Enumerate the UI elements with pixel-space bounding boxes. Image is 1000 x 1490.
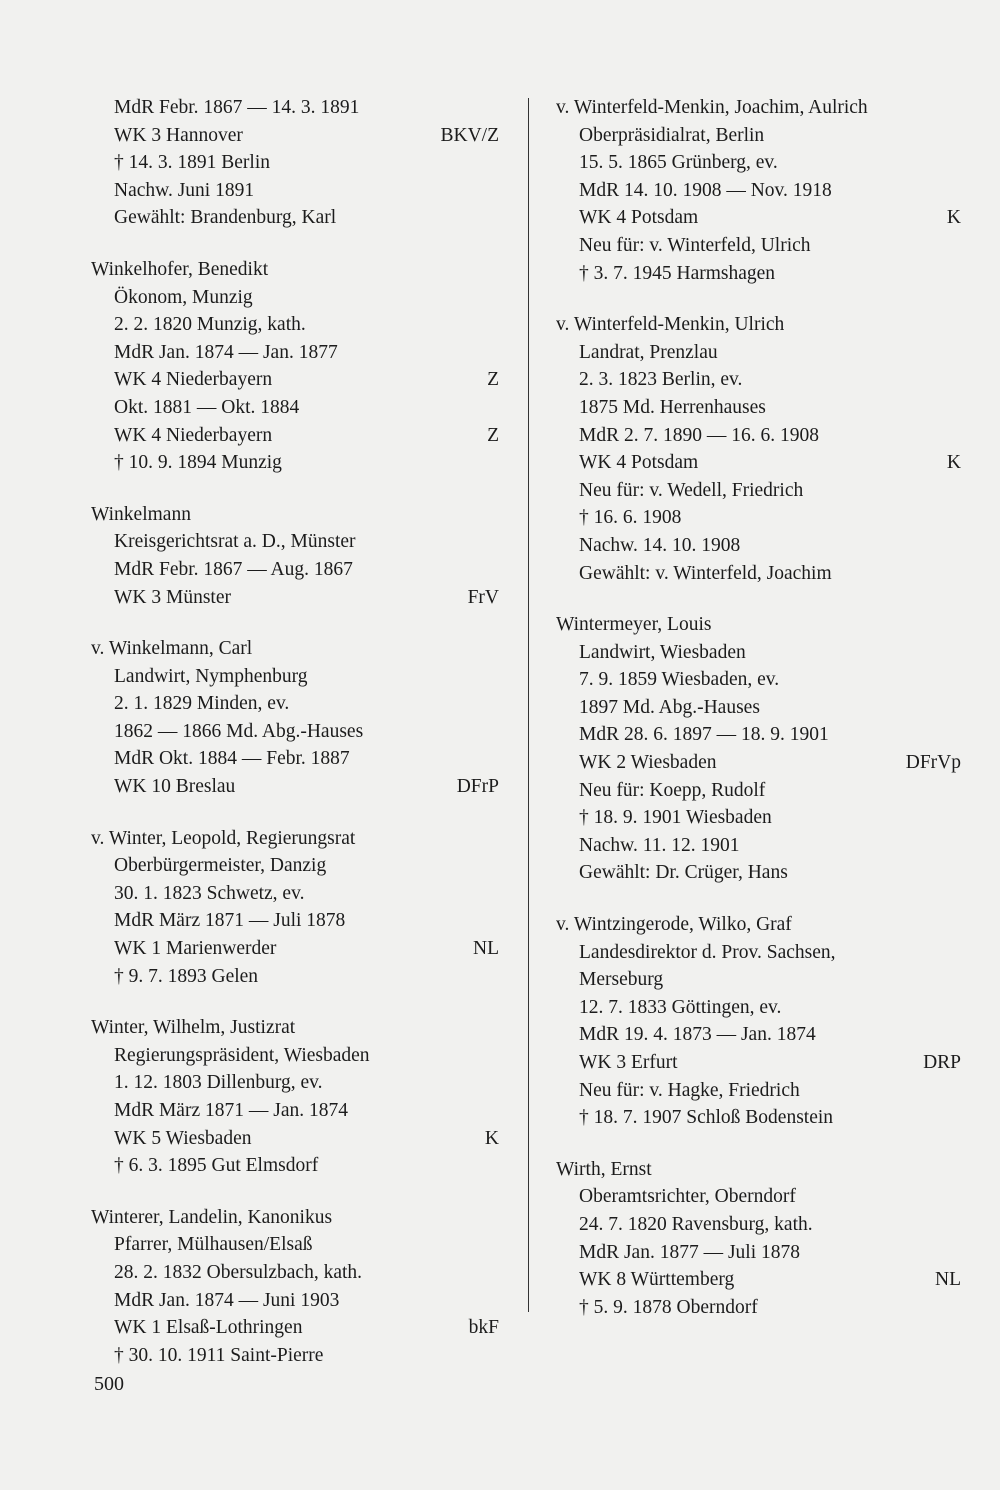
entry-line xyxy=(556,477,961,505)
entry-text: WK 1 Elsaß-Lothringen xyxy=(114,1317,303,1339)
biography-entry xyxy=(556,911,961,1132)
entry-text: WK 3 Münster xyxy=(114,586,231,608)
page-number: 500 xyxy=(94,1373,124,1395)
entry-text: Oberbürgermeister, Danzig xyxy=(114,855,327,877)
entry-line xyxy=(91,1259,499,1287)
entry-text: WK 3 Hannover xyxy=(114,124,243,146)
entry-text: WK 8 Württemberg xyxy=(579,1269,735,1291)
entry-line xyxy=(556,749,961,777)
entry-line xyxy=(91,718,499,746)
entry-line xyxy=(556,560,961,588)
entry-text: MdR März 1871 — Jan. 1874 xyxy=(114,1100,348,1121)
entry-line xyxy=(556,204,961,232)
party-label: DFrP xyxy=(456,776,499,798)
entry-text: † 16. 6. 1908 xyxy=(579,507,682,529)
party-label: DRP xyxy=(923,1052,961,1073)
entry-name xyxy=(556,911,961,939)
party-label: K xyxy=(946,452,961,474)
entry-line xyxy=(556,366,961,394)
entry-line xyxy=(91,1125,499,1153)
entry-text: MdR Jan. 1877 — Juli 1878 xyxy=(579,1241,801,1263)
entry-text: Nachw. Juni 1891 xyxy=(114,179,255,201)
entry-line xyxy=(556,260,961,288)
entry-line xyxy=(91,852,499,880)
entry-text: Winter, Wilhelm, Justizrat xyxy=(91,1017,296,1039)
entry-text: MdR Jan. 1874 — Jan. 1877 xyxy=(114,341,338,363)
biography-entry xyxy=(556,1156,961,1322)
entry-line xyxy=(556,1021,961,1049)
entry-line xyxy=(91,449,499,477)
entry-line xyxy=(556,394,961,422)
entry-text: MdR Jan. 1874 — Juni 1903 xyxy=(114,1289,340,1311)
entry-line xyxy=(556,939,961,967)
entry-line xyxy=(556,694,961,722)
biography-entry xyxy=(91,635,499,801)
entry-line xyxy=(556,1211,961,1239)
entry-text: Ökonom, Munzig xyxy=(114,286,253,308)
entry-text: Oberamtsrichter, Oberndorf xyxy=(579,1186,796,1208)
entry-line xyxy=(91,339,499,367)
entry-text: WK 2 Wiesbaden xyxy=(579,752,717,774)
entry-name xyxy=(556,311,961,339)
entry-line xyxy=(556,1183,961,1211)
entry-line xyxy=(91,880,499,908)
entry-text: 1862 — 1866 Md. Abg.-Hauses xyxy=(114,720,364,742)
entry-line xyxy=(556,422,961,450)
entry-line xyxy=(556,639,961,667)
entry-line xyxy=(91,1342,499,1370)
entry-text: † 30. 10. 1911 Saint-Pierre xyxy=(114,1344,324,1366)
entry-line xyxy=(556,449,961,477)
column-divider xyxy=(528,98,529,1312)
entry-line xyxy=(556,966,961,994)
party-label: FrV xyxy=(467,586,499,608)
entry-line xyxy=(91,1287,499,1315)
entry-text: 1. 12. 1803 Dillenburg, ev. xyxy=(114,1072,323,1094)
entry-text: WK 1 Marienwerder xyxy=(114,938,277,960)
biography-entry xyxy=(556,311,961,587)
entry-text: Winkelmann xyxy=(91,503,191,525)
party-label: NL xyxy=(935,1269,961,1291)
entry-text: WK 4 Niederbayern xyxy=(114,369,273,391)
entry-text: MdR März 1871 — Juli 1878 xyxy=(114,910,346,932)
biography-entry xyxy=(556,94,961,287)
entry-text: MdR Febr. 1867 — 14. 3. 1891 xyxy=(114,97,360,118)
entry-line xyxy=(556,1239,961,1267)
entry-text: 7. 9. 1859 Wiesbaden, ev. xyxy=(579,669,780,691)
entry-text: Neu für: v. Winterfeld, Ulrich xyxy=(579,234,811,256)
entry-text: Neu für: v. Wedell, Friedrich xyxy=(579,479,804,501)
entry-text: MdR 19. 4. 1873 — Jan. 1874 xyxy=(579,1024,816,1046)
entry-text: WK 5 Wiesbaden xyxy=(114,1127,252,1149)
party-label: NL xyxy=(473,938,499,960)
entry-line xyxy=(91,690,499,718)
party-label: Z xyxy=(487,369,499,391)
entry-line xyxy=(556,1077,961,1105)
entry-line xyxy=(91,422,499,450)
entry-text: Gewählt: v. Winterfeld, Joachim xyxy=(579,562,832,584)
entry-text: † 9. 7. 1893 Gelen xyxy=(114,965,259,987)
entry-text: Landesdirektor d. Prov. Sachsen, xyxy=(579,941,836,963)
entry-line xyxy=(91,745,499,773)
entry-text: v. Winter, Leopold, Regierungsrat xyxy=(91,827,356,849)
entry-text: Okt. 1881 — Okt. 1884 xyxy=(114,396,300,418)
entry-text: WK 4 Niederbayern xyxy=(114,424,273,446)
entry-text: MdR 2. 7. 1890 — 16. 6. 1908 xyxy=(579,424,819,446)
entry-name xyxy=(91,635,499,663)
right-column xyxy=(556,94,961,1321)
entry-text: Winterer, Landelin, Kanonikus xyxy=(91,1206,333,1228)
party-label: bkF xyxy=(468,1317,499,1339)
entry-text: Merseburg xyxy=(579,969,664,991)
entry-name xyxy=(91,825,499,853)
entry-text: 24. 7. 1820 Ravensburg, kath. xyxy=(579,1213,813,1235)
entry-line xyxy=(556,504,961,532)
entry-text: 2. 1. 1829 Minden, ev. xyxy=(114,693,290,715)
entry-text: 12. 7. 1833 Göttingen, ev. xyxy=(579,996,782,1018)
entry-text: MdR 14. 10. 1908 — Nov. 1918 xyxy=(579,179,832,201)
entry-line xyxy=(91,366,499,394)
entry-text: Wintermeyer, Louis xyxy=(556,614,712,636)
biography-entry xyxy=(91,1204,499,1370)
entry-name xyxy=(91,501,499,529)
party-label: K xyxy=(484,1127,499,1149)
entry-line xyxy=(91,1097,499,1125)
entry-line xyxy=(556,339,961,367)
entry-line xyxy=(91,204,499,232)
entry-line xyxy=(91,1314,499,1342)
entry-line xyxy=(91,1042,499,1070)
entry-text: Winkelhofer, Benedikt xyxy=(91,258,269,280)
entry-text: Pfarrer, Mülhausen/Elsaß xyxy=(114,1234,313,1256)
entry-line xyxy=(91,584,499,612)
entry-text: Landwirt, Nymphenburg xyxy=(114,665,308,687)
entry-line xyxy=(91,556,499,584)
entry-line xyxy=(91,394,499,422)
biography-entry xyxy=(91,1014,499,1180)
entry-text: Kreisgerichtsrat a. D., Münster xyxy=(114,531,356,553)
entry-text: Nachw. 14. 10. 1908 xyxy=(579,534,741,556)
entry-name xyxy=(91,1014,499,1042)
entry-line xyxy=(91,1152,499,1180)
entry-text: WK 4 Potsdam xyxy=(579,207,699,229)
entry-text: v. Wintzingerode, Wilko, Graf xyxy=(556,914,792,936)
entry-text: † 10. 9. 1894 Munzig xyxy=(114,452,282,474)
entry-text: † 3. 7. 1945 Harmshagen xyxy=(579,262,776,284)
left-column xyxy=(91,94,499,1369)
entry-line xyxy=(556,721,961,749)
party-label: K xyxy=(946,207,961,229)
entry-name xyxy=(91,256,499,284)
entry-text: Neu für: v. Hagke, Friedrich xyxy=(579,1079,800,1101)
entry-line xyxy=(556,1104,961,1132)
entry-line xyxy=(556,1294,961,1322)
entry-line xyxy=(91,94,499,122)
entry-text: WK 4 Potsdam xyxy=(579,452,699,474)
entry-text: 30. 1. 1823 Schwetz, ev. xyxy=(114,882,305,904)
entry-text: † 5. 9. 1878 Oberndorf xyxy=(579,1296,758,1318)
entry-line xyxy=(556,859,961,887)
entry-line xyxy=(556,1049,961,1077)
biography-entry xyxy=(91,501,499,611)
entry-line xyxy=(91,177,499,205)
entry-text: 15. 5. 1865 Grünberg, ev. xyxy=(579,152,778,174)
entry-name xyxy=(556,94,961,122)
entry-line xyxy=(91,311,499,339)
entry-line xyxy=(556,666,961,694)
entry-line xyxy=(91,773,499,801)
entry-line xyxy=(556,177,961,205)
entry-text: WK 10 Breslau xyxy=(114,776,236,798)
party-label: BKV/Z xyxy=(440,124,499,146)
entry-name xyxy=(556,611,961,639)
entry-text: 1897 Md. Abg.-Hauses xyxy=(579,696,760,718)
entry-text: Gewählt: Brandenburg, Karl xyxy=(114,207,337,229)
entry-line xyxy=(91,149,499,177)
entry-text: MdR Okt. 1884 — Febr. 1887 xyxy=(114,748,350,770)
entry-text: WK 3 Erfurt xyxy=(579,1052,678,1073)
entry-line xyxy=(556,777,961,805)
entry-text: v. Winterfeld-Menkin, Joachim, Aulrich xyxy=(556,97,868,118)
party-label: Z xyxy=(487,424,499,446)
entry-text: Landwirt, Wiesbaden xyxy=(579,641,746,663)
biography-entry xyxy=(556,611,961,887)
entry-text: 2. 2. 1820 Munzig, kath. xyxy=(114,314,306,336)
entry-line xyxy=(556,232,961,260)
entry-line xyxy=(91,963,499,991)
entry-text: Oberpräsidialrat, Berlin xyxy=(579,124,765,146)
entry-line xyxy=(556,149,961,177)
entry-text: Landrat, Prenzlau xyxy=(579,341,718,363)
entry-name xyxy=(91,1204,499,1232)
entry-line xyxy=(556,832,961,860)
entry-line xyxy=(91,907,499,935)
entry-text: Gewählt: Dr. Crüger, Hans xyxy=(579,862,788,884)
entry-text: Neu für: Koepp, Rudolf xyxy=(579,779,766,801)
entry-text: † 18. 9. 1901 Wiesbaden xyxy=(579,807,772,829)
entry-line xyxy=(91,528,499,556)
entry-line xyxy=(91,284,499,312)
entry-text: 2. 3. 1823 Berlin, ev. xyxy=(579,369,743,391)
entry-text: Regierungspräsident, Wiesbaden xyxy=(114,1044,370,1066)
entry-text: † 14. 3. 1891 Berlin xyxy=(114,152,270,174)
entry-text: † 6. 3. 1895 Gut Elmsdorf xyxy=(114,1155,319,1177)
entry-text: Wirth, Ernst xyxy=(556,1158,652,1180)
entry-line xyxy=(556,994,961,1022)
entry-line xyxy=(556,1266,961,1294)
entry-line xyxy=(91,663,499,691)
entry-line xyxy=(556,122,961,150)
entry-line xyxy=(91,1231,499,1259)
entry-text: 28. 2. 1832 Obersulzbach, kath. xyxy=(114,1261,363,1283)
entry-name xyxy=(556,1156,961,1184)
entry-text: Nachw. 11. 12. 1901 xyxy=(579,834,740,856)
biography-entry xyxy=(91,94,499,232)
entry-text: 1875 Md. Herrenhauses xyxy=(579,396,766,418)
entry-text: MdR 28. 6. 1897 — 18. 9. 1901 xyxy=(579,724,829,746)
entry-text: † 18. 7. 1907 Schloß Bodenstein xyxy=(579,1107,834,1129)
entry-text: v. Winterfeld-Menkin, Ulrich xyxy=(556,314,785,336)
entry-text: v. Winkelmann, Carl xyxy=(91,638,253,660)
biography-entry xyxy=(91,256,499,477)
entry-text: MdR Febr. 1867 — Aug. 1867 xyxy=(114,558,353,580)
entry-line xyxy=(91,935,499,963)
party-label: DFrVp xyxy=(905,752,961,774)
biography-entry xyxy=(91,825,499,991)
entry-line xyxy=(556,804,961,832)
entry-line xyxy=(91,122,499,150)
entry-line xyxy=(91,1069,499,1097)
entry-line xyxy=(556,532,961,560)
